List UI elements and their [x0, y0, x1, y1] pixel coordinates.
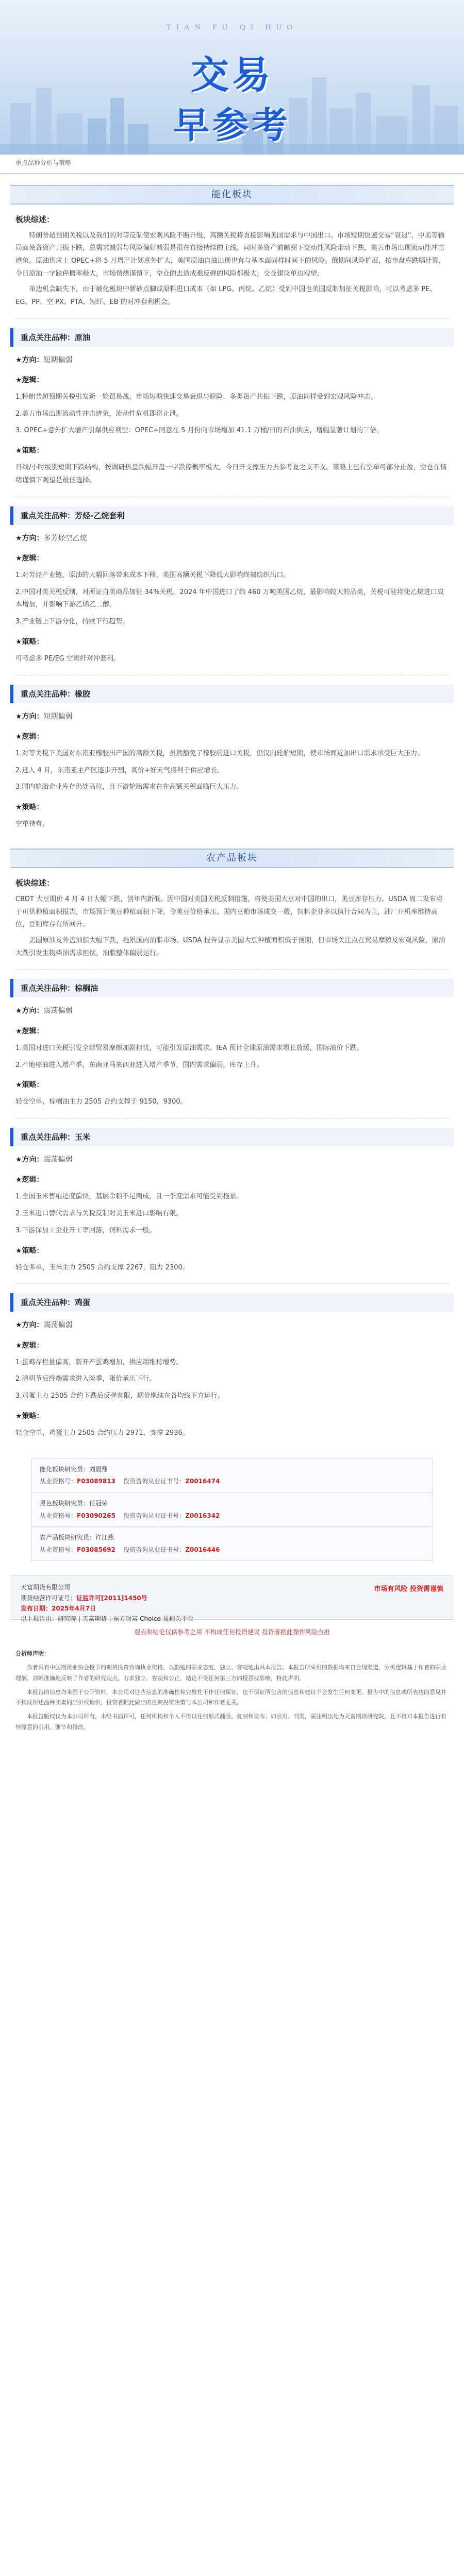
direction-value: 震荡偏弱: [43, 1156, 73, 1164]
banner-subtitle: TIAN FU QI HUO: [166, 23, 298, 31]
divider: [15, 969, 449, 970]
table-row: [31, 1459, 433, 1493]
agri-focus3-direction: [15, 1319, 449, 1332]
list-item: 3.国内轮胎企业库存仍处高位，且下游轮胎需求在在高额关税面临巨大压力。: [15, 783, 243, 791]
analyst-name: 能化板块研究员：刘晨翔: [40, 1465, 108, 1473]
license-label: 期货经营许可证号：: [21, 1594, 77, 1602]
list-item: 2.清明节后终端需求进入淡季，蛋价承压下行。: [15, 1375, 156, 1383]
consult-id: Z0016342: [185, 1512, 220, 1519]
agri-overview-p2: 美国原油及外盘油脂大幅下跌，拖累国内油脂市场。USDA 报告显示美国大豆种植面积低于预期，但市场关注点在贸易摩擦及宏观风险，原油大跌引发生物柴油需求担忧，油脂整体偏弱运行。: [15, 937, 445, 957]
list-item: 3.下游深加工企业开工率回落，饲料需求一般。: [15, 1226, 156, 1234]
agri-focus2-direction: [15, 1154, 449, 1166]
analyst-ids: [40, 1545, 424, 1556]
direction-label: ★方向：: [15, 1156, 44, 1164]
energy-focus1-title: 重点关注品种：原油: [10, 328, 454, 347]
qualification-label: 从业资格号：: [40, 1478, 77, 1485]
list-item: 1.蛋鸡存栏量偏高，新开产蛋鸡增加，供应端维持增势。: [15, 1358, 183, 1366]
disclaimer-paragraph: 作者具有中国期货业协会授予的期货投资咨询执业资格，以勤勉的职业态度，独立、客观地出具本报告。本报告所采用的数据均来自合规渠道，分析逻辑基于作者的职业理解，清晰准确地反映了作者的研究观点，力求独立、客观和公正，结论不受任何第三方的授意或影响，特此声明。: [15, 1664, 446, 1682]
agri-focus1-strategy-head: [15, 1079, 449, 1092]
energy-focus1-logic-head: [15, 374, 449, 387]
list-item: 1.全国玉米售粮进度偏快，基层余粮不足两成，且一季度需求可能受到拖累。: [15, 1193, 243, 1201]
direction-label: ★方向：: [15, 355, 44, 364]
direction-value: 多芳烃空乙烷: [43, 534, 87, 543]
list-item: 1.对芳烃产业链，原油的大幅回落带来成本下移，美国高额关税下降低大影响终端纺织出口。: [15, 571, 290, 580]
energy-focus3-strategy-head: [15, 801, 449, 814]
energy-focus2-direction: [15, 532, 449, 545]
list-item: 2.中国对美关税反制，对所证自美商品加征 34%关税，2024 年中国进口了约 460 万吨美国乙烷，最影响较大的品类，关税可能将使乙烷进口成本增加，并影响下游乙烯乙二醇。: [15, 588, 444, 609]
analyst-table: [31, 1459, 433, 1562]
logic-label: ★逻辑：: [15, 376, 44, 384]
list-item: 3.产业链上下游分化，持续下行趋势。: [15, 618, 129, 626]
license-number: 证监许可[2011]1450号: [76, 1594, 147, 1602]
list-item: 2.产地棕油进入增产季，东南亚马来西亚进入增产季节，国内需求偏弱，库存上升。: [15, 1061, 263, 1069]
energy-focus1-direction: [15, 354, 449, 367]
direction-label: ★方向：: [15, 1007, 44, 1015]
list-item: 3. OPEC+意外扩大增产引爆供应利空：OPEC+同意在 5 月份向市场增加 41.1 万桶/日的石油供应，增幅显著计划的三倍。: [15, 427, 384, 435]
footer-bar: [10, 1575, 454, 1623]
divider: [15, 318, 449, 319]
energy-focus3-strategy: 空单持有。: [15, 820, 49, 828]
direction-value: 震荡偏弱: [43, 1321, 73, 1330]
risk-warning: 市场有风险 投资需谨慎: [374, 1585, 443, 1594]
agri-overview: [15, 876, 449, 960]
direction-label: ★方向：: [15, 1321, 44, 1330]
disclaimer-paragraph: 本报告版权仅为本公司所有，未经书面许可，任何机构和个人不得以任何形式翻版、复制和发布。如引用、刊发，需注明出处为天富期货研究院，且不得对本报告进行有悖原意的引用、删节和修改。: [15, 1713, 446, 1731]
divider: [15, 1283, 449, 1284]
consult-label: 投资咨询从业证书号：: [123, 1512, 186, 1519]
agri-focus1-logic-head: [15, 1025, 449, 1038]
energy-focus2-logic-head: [15, 552, 449, 565]
agri-overview-head: 板块综述：: [15, 878, 55, 888]
agri-focus1-strategy: 轻仓空单，棕榈油主力 2505 合约支撑于 9150，9300。: [15, 1098, 187, 1106]
agri-overview-p1: CBOT 大豆期价 4 月 4 日大幅下跌，创年内新低。因中国对美国关税反制措施，将使美国大豆对中国的出口，美豆库存压力。USDA 周二发布将于可供种植面积报告，市场预计美豆种植面积下降，令美豆价格承压。国内豆粕市场成交一般，饲料企业多以执行合同为主，油厂开机率维持高位，豆粕库存有所回升。: [15, 895, 443, 929]
analyst-ids: [40, 1511, 424, 1522]
table-row: [31, 1493, 433, 1527]
logic-label: ★逻辑：: [15, 732, 44, 741]
source-line: 重点品种分析与策略: [0, 155, 464, 174]
strategy-label: ★策略：: [15, 1412, 44, 1420]
agri-focus1-title: 重点关注品种：棕榈油: [10, 979, 454, 997]
disclaimer-paragraph: 本报告的信息均来源于公开资料，本公司对这些信息的准确性和完整性不作任何保证，也不保证所包含的信息和建议不会发生任何变更。报告中的信息或所表达的意见并不构成所述品种买卖的出价或询价，投资者据此做出的任何投资决策与本公司和作者无关。: [15, 1688, 446, 1706]
qualification-id: F03089813: [77, 1478, 116, 1485]
list-item: 2.进入 4 月，东南亚主产区逐步开割，高价+好天气将利于供应增长。: [15, 766, 224, 774]
analyst-name: 农产品板块研究员：许江燕: [40, 1534, 114, 1541]
disclaimer-head: 分析师声明：: [15, 1650, 49, 1657]
agri-focus3-strategy-head: [15, 1410, 449, 1423]
table-row: [31, 1527, 433, 1561]
energy-focus3-direction: [15, 710, 449, 723]
section-title-agri: 农产品板块: [10, 849, 454, 868]
logic-label: ★逻辑：: [15, 1341, 44, 1350]
strategy-label: ★策略：: [15, 1081, 44, 1090]
list-item: 2.美五市场出现流动性冲击迹象，流动性危机即将止泄。: [15, 410, 183, 418]
company-name: 天富期货有限公司: [21, 1584, 71, 1591]
analyst-ids: [40, 1476, 424, 1487]
logic-label: ★逻辑：: [15, 1027, 44, 1036]
energy-focus2-strategy-head: [15, 636, 449, 649]
list-item: 2.玉米进口替代需求与关税反制对美玉米进口影响有限。: [15, 1210, 183, 1218]
energy-overview-head: 板块综述：: [15, 214, 55, 224]
header-banner: [0, 0, 464, 155]
consult-id: Z0016474: [185, 1478, 220, 1485]
consult-id: Z0016446: [185, 1546, 220, 1553]
slogan: 观点和结论仅供参考之用 不构成任何投资建议 投资者据此操作风险自担: [134, 1629, 330, 1636]
consult-label: 投资咨询从业证书号：: [123, 1478, 186, 1485]
direction-label: ★方向：: [15, 534, 44, 543]
energy-overview-p1: 特朗普超预期关税以及我们的对等反制使宏观风险不断升级，高额关税将直接影响美国需求与中国出口。市场短期快速交易“衰退”，中美等输局面使各资产共振下跌，总需求减弱与风险偏好减弱是很在直接持续的主线。同时多资产前瞻潮下交动性风险带动下跌，美五市场出现流动性冲击迹象。原油供应上 OPEC+将 5 月增产计划意外扩大，美国原油自油出现也有与基本面同样时间下的风险。俄期间风险扩展，按市盘库跌幅计算，令日原油一字跌停概率极大，市场情绪谨慎下，空仓的去造成难反弹的风险都极大，交仓建议单边观望。: [15, 231, 445, 278]
agri-focus3-strategy: 轻仓空单，鸡蛋主力 2505 合约压力 2971，支撑 2936。: [15, 1429, 189, 1437]
energy-focus3-logic-head: [15, 731, 449, 743]
energy-focus2-strategy: 可考虑多 PE/EG 空短纤对冲套利。: [15, 655, 120, 663]
direction-label: ★方向：: [15, 712, 44, 721]
strategy-label: ★策略：: [15, 447, 44, 455]
energy-focus3-title: 重点关注品种：橡胶: [10, 685, 454, 703]
logic-label: ★逻辑：: [15, 1176, 44, 1184]
qualification-id: F03085692: [77, 1546, 116, 1553]
publish-date: 发布日期：2025年4月7日: [21, 1605, 96, 1613]
list-item: 1.对等关税下美国对东南亚橡胶出产国的高额关税，虽然豁免了橡胶的进口关税，但汉向轮胎短期，使市场面近加出口需求承受巨大压力。: [15, 750, 424, 758]
agri-focus3-title: 重点关注品种：鸡蛋: [10, 1293, 454, 1312]
energy-overview: [15, 213, 449, 309]
direction-value: 短期偏弱: [43, 712, 73, 721]
strategy-label: ★策略：: [15, 1246, 44, 1255]
agri-focus3-logic-head: [15, 1340, 449, 1352]
qualification-id: F03090265: [77, 1512, 116, 1519]
analyst-name: 黑色板块研究员：任冠荣: [40, 1499, 108, 1507]
list-item: 1.特朗普超预期关税引发新一轮贸易战，市场短期快速交易衰退与避险，多类资产共振下跌，原油同样受到宏观风险冲击。: [15, 393, 377, 401]
agri-focus1-direction: [15, 1005, 449, 1018]
banner-title-line1: 交易: [191, 53, 273, 97]
energy-focus1-strategy-head: [15, 445, 449, 457]
disclaimer: [15, 1649, 449, 1733]
energy-focus2-title: 重点关注品种：芳烃-乙烷套利: [10, 506, 454, 525]
energy-overview-p2: 单边机会缺失下，由于敏化板块中新砂点脚或原料进口成本（如 LPG、丙烷、乙烷）受到中国也美国反制加征关税影响，可以考虑多 PE、EG、PP、空 PX、PTA、短纤、EB 的对冲套利机会。: [15, 285, 437, 307]
list-item: 1.美国对进口关税引发全球贸易摩擦加剧担忧，可能引发原油需求。IEA 预计全球原油需求增长放缓，国际油价下跌。: [15, 1044, 363, 1052]
agri-focus2-logic-head: [15, 1174, 449, 1187]
qualification-label: 从业资格号：: [40, 1512, 77, 1519]
consult-label: 投资咨询从业证书号：: [123, 1546, 186, 1553]
strategy-label: ★策略：: [15, 803, 44, 812]
list-item: 3.鸡蛋主力 2505 合约下跌后反弹有限，期价继续在各均线下方运行。: [15, 1392, 224, 1400]
agri-focus2-strategy: 轻仓多单，玉米主力 2505 合约支撑 2267，阻力 2300。: [15, 1263, 189, 1272]
direction-value: 震荡偏弱: [43, 1007, 73, 1015]
agri-focus2-strategy-head: [15, 1245, 449, 1258]
agri-focus2-title: 重点关注品种：玉米: [10, 1128, 454, 1146]
section-title-energy: 能化板块: [10, 185, 454, 205]
energy-focus1-strategy: 日线/小时级别短期下跌结构，按调研热盘跌幅开盘一字跌停概率极大，今日开支撑压力去参考夏之支不支。策略上已有空单可部分止盈，空仓在情绪谨慎下观望是最佳选择。: [15, 464, 447, 485]
banner-title-line2: 早参考: [173, 104, 291, 146]
direction-value: 短期偏弱: [43, 355, 73, 364]
strategy-label: ★策略：: [15, 637, 44, 646]
logic-label: ★逻辑：: [15, 554, 44, 563]
qualification-label: 从业资格号：: [40, 1546, 77, 1553]
contact-line: 以上报告由：研究院 | 天富期货 | 东方财富 Choice 及相关平台: [21, 1615, 194, 1623]
